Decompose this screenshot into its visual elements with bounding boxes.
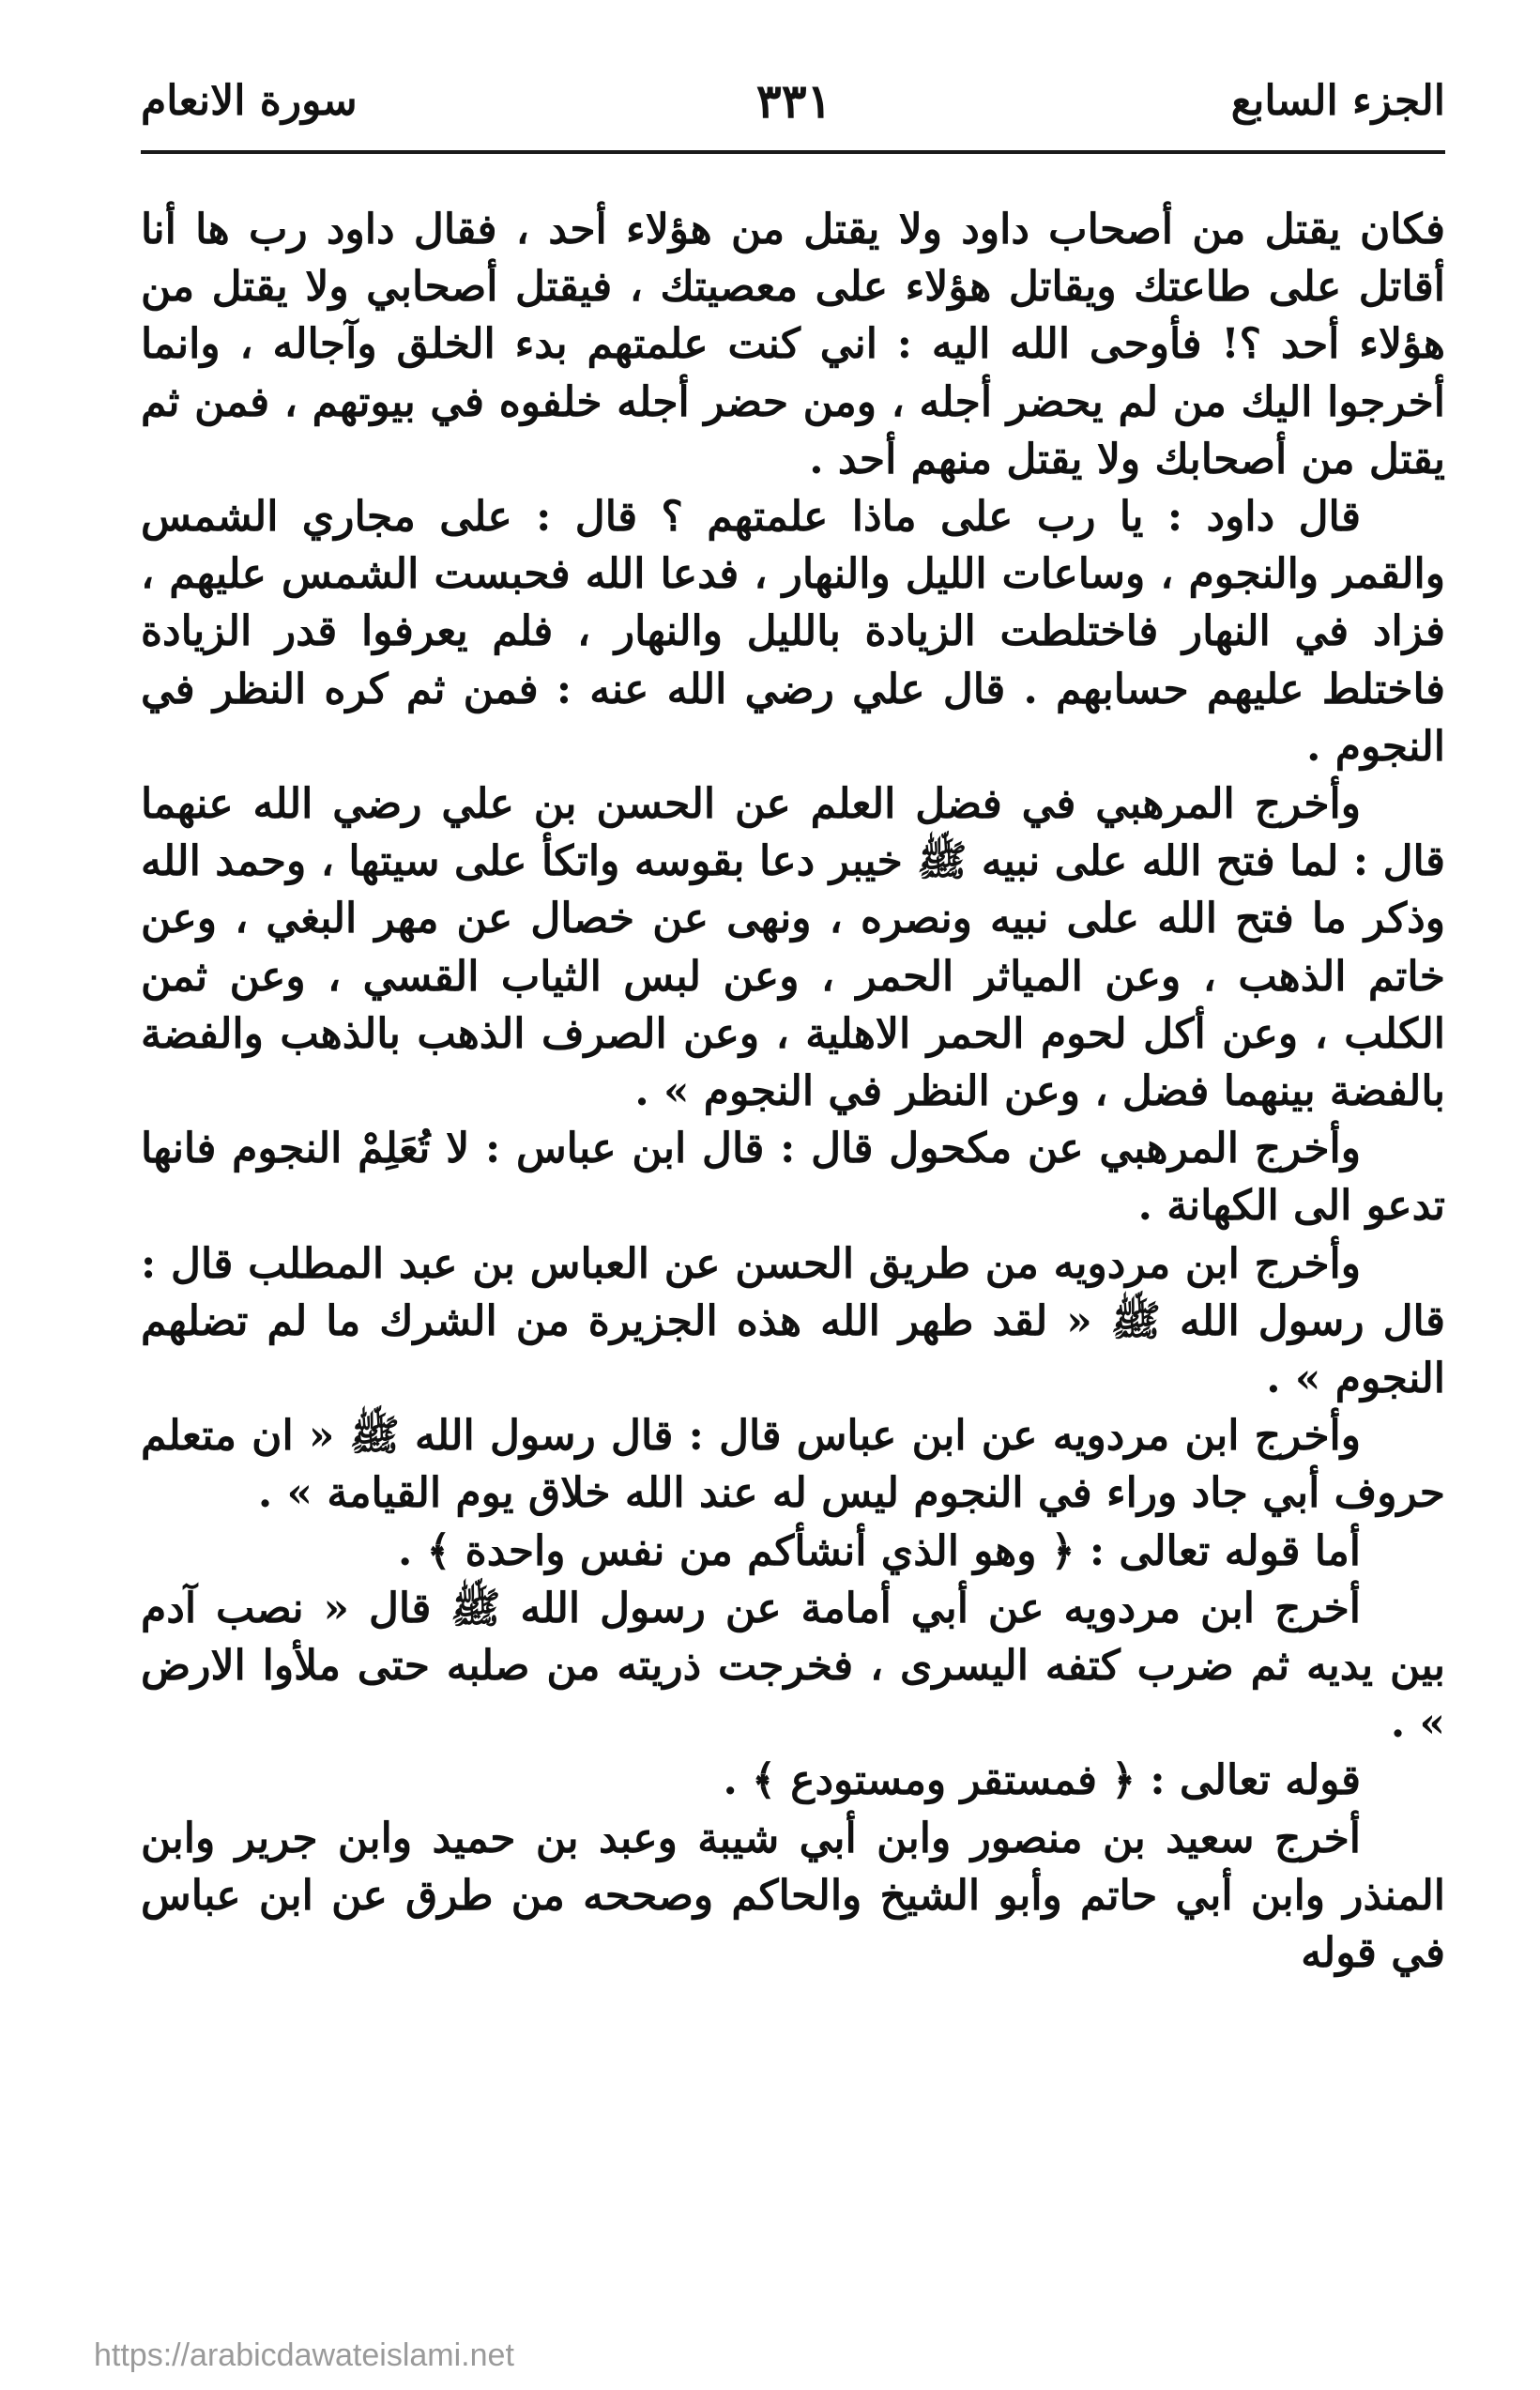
header-part-title: الجزء السابع xyxy=(1230,76,1445,125)
header-rule xyxy=(141,150,1445,154)
paragraph: وأخرج المرهبي في فضل العلم عن الحسن بن علي رضي الله عنهما قال : لما فتح الله على نبيه ﷺ خيبر دعا بقوسه واتكأ على سيتها ، وحمد الله وذكر ما فتح الله على نبيه ونصره ، ونهى عن خصال عن مهر البغي ، وعن خاتم الذهب ، وعن المياثر الحمر ، وعن لبس الثياب القسي ، وعن ثمن الكلب ، وعن أكل لحوم الحمر الاهلية ، وعن الصرف الذهب بالذهب والفضة بالفضة بينهما فضل ، وعن النظر في النجوم » . xyxy=(141,780,1445,1116)
paragraph: قوله تعالى : ﴿ فمستقر ومستودع ﴾ . xyxy=(723,1756,1361,1805)
paragraph: وأخرج المرهبي عن مكحول قال : قال ابن عباس : لا تُعَلِمْ النجوم فانها تدعو الى الكهانة . xyxy=(141,1125,1445,1231)
paragraph: قال داود : يا رب على ماذا علمتهم ؟ قال : على مجاري الشمس والقمر والنجوم ، وساعات الليل والنهار ، فدعا الله فحبست الشمس عليهم ، فزاد في النهار فاختلطت الزيادة بالليل والنهار ، فلم يعرفوا قدر الزيادة فاختلط عليهم حسابهم . قال علي رضي الله عنه : فمن ثم كره النظر في النجوم . xyxy=(141,493,1445,771)
paragraph: وأخرج ابن مردويه عن ابن عباس قال : قال رسول الله ﷺ « ان متعلم حروف أبي جاد وراء في النجوم ليس له عند الله خلاق يوم القيامة » . xyxy=(141,1412,1445,1518)
page-body xyxy=(141,201,1445,1982)
watermark-url: https://arabicdawateislami.net xyxy=(94,2337,514,2373)
paragraph: أخرج سعيد بن منصور وابن أبي شيبة وعبد بن حميد وابن جرير وابن المنذر وابن أبي حاتم وأبو الشيخ والحاكم وصححه من طرق عن ابن عباس في قوله xyxy=(141,1814,1445,1978)
page-header xyxy=(141,58,1445,143)
paragraph: فكان يقتل من أصحاب داود ولا يقتل من هؤلاء أحد ، فقال داود رب ها أنا أقاتل على طاعتك ويقاتل هؤلاء على معصيتك ، فيقتل أصحابي ولا يقتل من هؤلاء أحد ؟! فأوحى الله اليه : اني كنت علمتهم بدء الخلق وآجاله ، وانما أخرجوا اليك من لم يحضر أجله ، ومن حضر أجله خلفوه في بيوتهم ، فمن ثم يقتل من أصحابك ولا يقتل منهم أحد . xyxy=(141,206,1445,483)
page-number: ٣٣١ xyxy=(755,72,832,129)
paragraph: وأخرج ابن مردويه من طريق الحسن عن العباس بن عبد المطلب قال : قال رسول الله ﷺ « لقد طهر الله هذه الجزيرة من الشرك ما لم تضلهم النجوم » . xyxy=(141,1239,1445,1403)
header-surah-title: سورة الانعام xyxy=(141,76,358,125)
paragraph: أما قوله تعالى : ﴿ وهو الذي أنشأكم من نفس واحدة ﴾ . xyxy=(397,1526,1361,1575)
paragraph: أخرج ابن مردويه عن أبي أمامة عن رسول الله ﷺ قال « نصب آدم بين يديه ثم ضرب كتفه اليسرى ، فخرجت ذريته من صلبه حتى ملأوا الارض » . xyxy=(141,1584,1445,1748)
